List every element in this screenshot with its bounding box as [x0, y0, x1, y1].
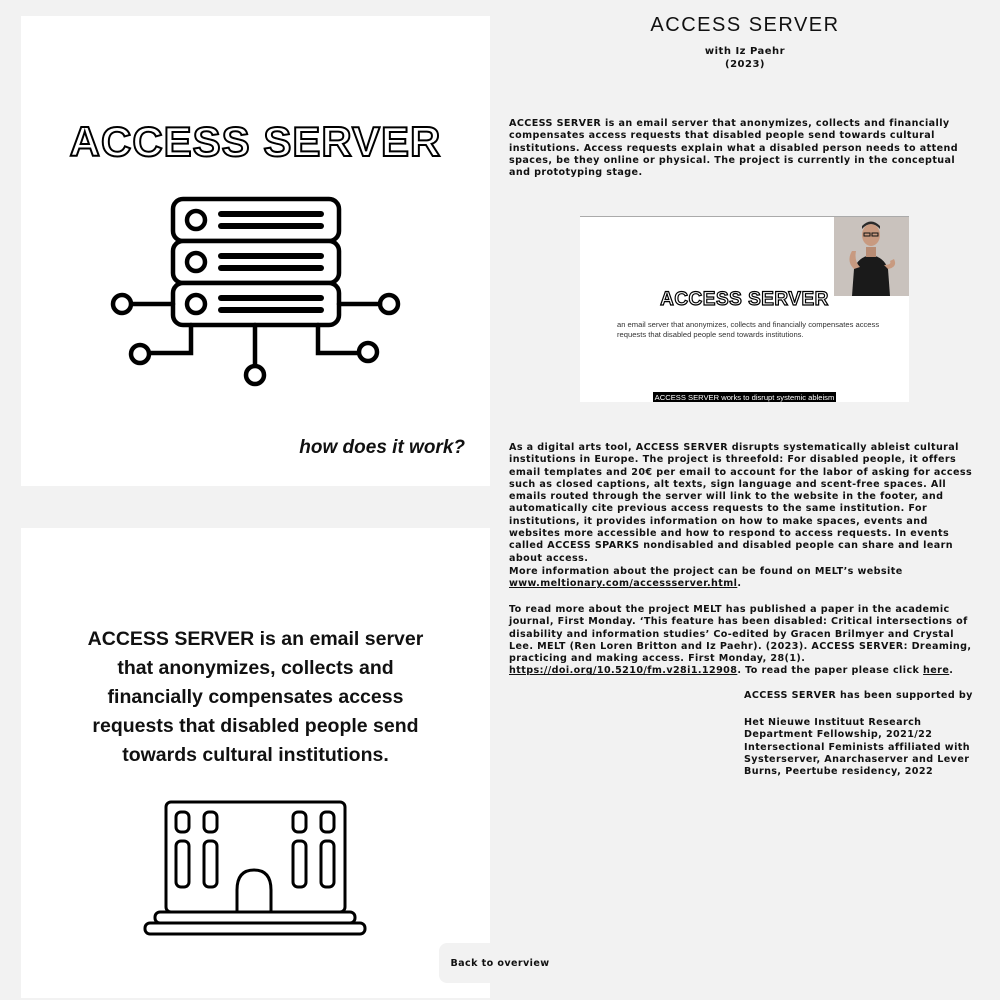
p3-text: To read more about the project MELT has published a paper in the academic journal, First Monday. ‘This feature has been disabled: Critical intersections of disability and information studies’ Co-edited by Gracen Brilmyer and Crystal Lee. MELT (Ren Loren Britton and Iz Paehr). (2023). ACCESS SERVER: Dreaming, practicing and making access. First Monday, 28(1).: [509, 604, 972, 665]
year: (2023): [725, 59, 765, 70]
p2-text: More information about the project can be found on MELT’s website: [509, 566, 903, 577]
support-list: Het Nieuwe Instituut Research Department Fellowship, 2021/22 Intersectional Feminists affiliated with Systerserver, Anarchaserver and Lever Burns, Peertube residency, 2022: [744, 717, 970, 778]
support-heading: ACCESS SERVER has been supported by: [744, 690, 973, 701]
back-to-overview-button[interactable]: Back to overview: [439, 943, 561, 983]
paper-here-link[interactable]: here: [923, 665, 950, 677]
page-subtitle: [560, 45, 930, 71]
p3-mid: . To read the paper please click: [737, 665, 924, 677]
server-network-icon: [21, 16, 490, 486]
illustration-card-building: [21, 528, 490, 998]
video-caption: [580, 385, 909, 402]
p3-end: .: [949, 665, 954, 677]
video-title: ACCESS SERVER: [660, 289, 829, 310]
body-paragraph-1: As a digital arts tool, ACCESS SERVER disrupts systematically ableist cultural institutions in Europe. The project is threefold: For disabled people, it offers email templates and 20€ per email to account for the labor of asking for access such as closed captions, alt texts, sign language and scent-free spaces. All emails routed through the server will link to the website in the footer, and automatically cite previous access requests to the same institution. For institutions, it provides information on how to make spaces, events and websites more accessible and how to respond to access requests. In events called ACCESS SPARKS nondisabled and disabled people can share and learn about access.: [509, 442, 973, 564]
sign-language-interpreter-thumbnail: [834, 217, 909, 296]
page-title: ACCESS SERVER: [650, 14, 840, 36]
illustration-card-server: [21, 16, 490, 486]
body-paragraph-2: [509, 566, 977, 591]
video-description: an email server that anonymizes, collects and financially compensates access requests that disabled people send towards institutions.: [617, 320, 880, 339]
body-paragraph-3: [509, 604, 977, 678]
intro-statement: [73, 625, 438, 770]
melt-website-link[interactable]: www.meltionary.com/accessserver.html: [509, 578, 738, 590]
description-paragraph: ACCESS SERVER is an email server that anonymizes, collects and financially compensates access requests that disabled people send towards cultural institutions. Access requests explain what a disabled person needs to attend spaces, be they online or physical. The project is currently in the conceptual and prototyping stage.: [509, 118, 958, 179]
collaborator: with Iz Paehr: [704, 46, 786, 57]
intro-rest: is an email server that anonymizes, collects and financially compensates access requests that disabled people send towards cultural institutions.: [92, 628, 424, 766]
how-it-works-label: how does it work?: [299, 437, 465, 458]
caption-text: ACCESS SERVER works to disrupt systemic ableism: [654, 393, 835, 402]
card-title: ACCESS SERVER: [69, 118, 442, 165]
doi-link[interactable]: https://doi.org/10.5210/fm.v28i1.12908: [509, 665, 738, 677]
intro-strong: ACCESS SERVER: [87, 628, 255, 650]
video-player[interactable]: [580, 216, 909, 402]
p2-end: .: [737, 578, 742, 590]
